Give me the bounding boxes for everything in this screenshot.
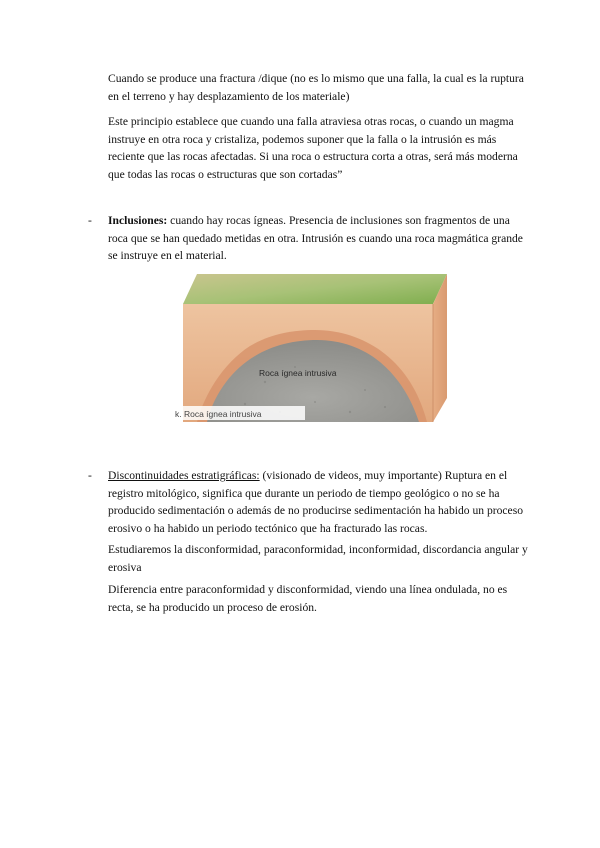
bullet-discontinuities-text [108,467,528,537]
inclusions-description: cuando hay rocas ígneas. Presencia de inclusiones son fragmentos de una roca que se han quedado metidas en otra. Intrusión es cuando una roca magmática grande se instruye en el material. [108,214,523,262]
bullet-dash: - [88,469,92,482]
bullet-dash: - [88,214,92,227]
paragraph-difference: Diferencia entre paraconformidad y disconformidad, viendo una línea ondulada, no es recta, se ha producido un proceso de erosión. [108,583,508,614]
paragraph-cross-cutting-principle: Este principio establece que cuando una falla atraviesa otras rocas, o cuando un magma instruye en otra roca y cristaliza, podemos suponer que la falla o la intrusión es más reciente que las rocas afectadas. Si una roca o estructura corta a otras, será más moderna que todas las rocas o estructuras que son cortadas” [108,115,518,181]
paragraph-fracture-dike: Cuando se produce una fractura /dique (no es lo mismo que una falla, la cual es la ruptura en el terreno y hay desplazamiento de los materiale) [108,72,524,103]
block-diagram [175,272,450,424]
intrusive-igneous-rock-figure [175,272,450,424]
term-discontinuities: Discontinuidades estratigráficas: [108,469,260,482]
figure-label-intrusion: Roca ígnea intrusiva [259,368,337,378]
figure-caption: k. Roca ígnea intrusiva [175,409,262,419]
paragraph-study-list: Estudiaremos la disconformidad, paraconformidad, inconformidad, discordancia angular y erosiva [108,543,528,574]
top-surface [183,274,447,304]
bullet-inclusions-text [108,212,528,265]
term-inclusions: Inclusiones: [108,214,168,227]
discontinuities-description: (visionado de videos, muy importante) Ruptura en el registro mitológico, significa que durante un periodo de tiempo geológico o no se ha producido sedimentación o además de no producirse sedimentación ha habido un proceso erosivo o ha habido un periodo tectónico que ha fracturado las rocas. [108,469,523,535]
